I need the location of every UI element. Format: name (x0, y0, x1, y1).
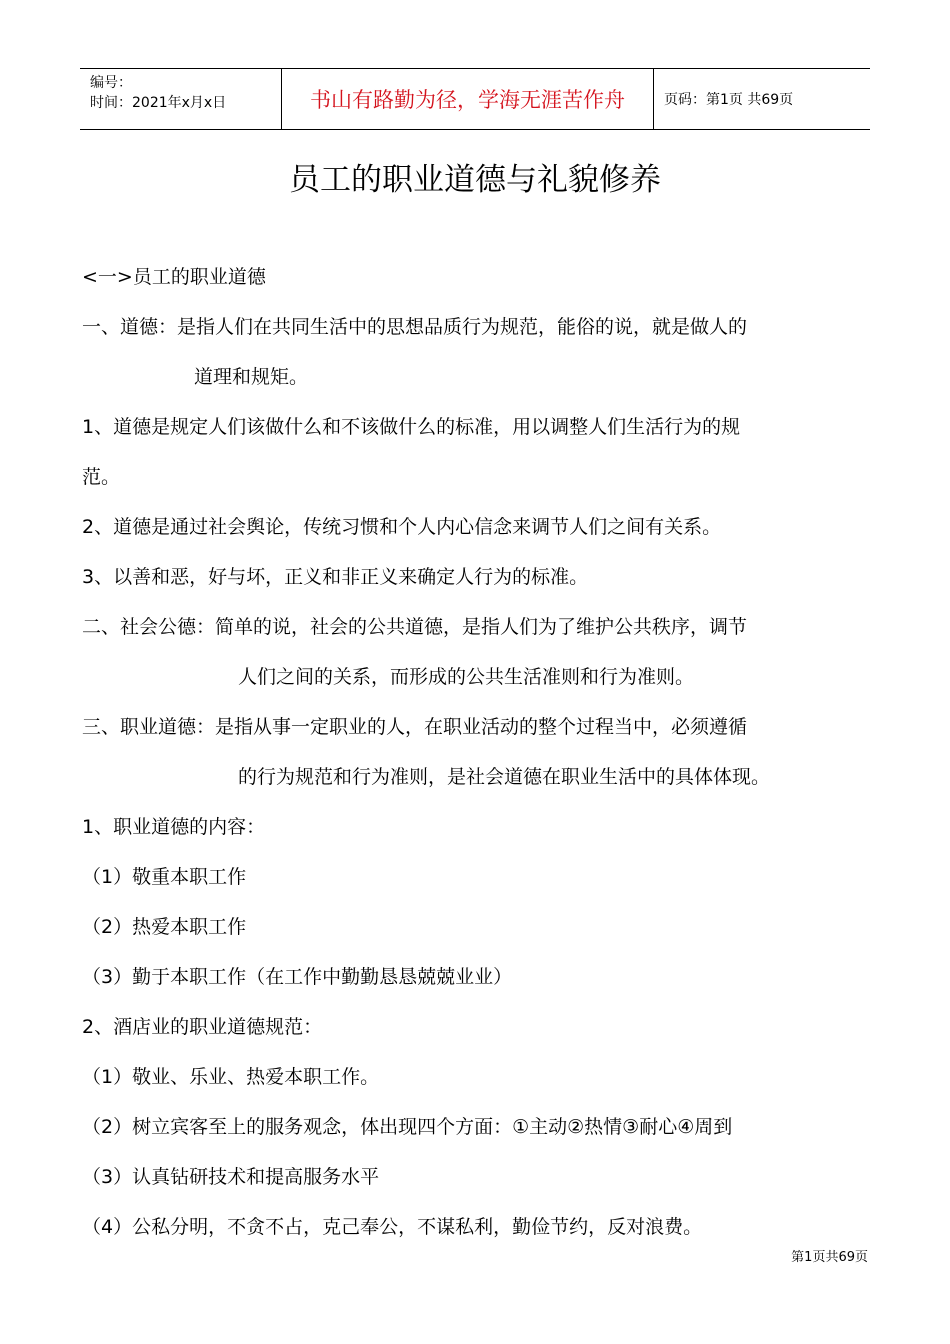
list-item: （2）树立宾客至上的服务观念，体出现四个方面：①主动②热情③耐心④周到 (82, 1116, 733, 1138)
paragraph-line: 二、社会公德：简单的说，社会的公共道德，是指人们为了维护公共秩序，调节 (82, 616, 748, 638)
header-motto: 书山有路勤为径，学海无涯苦作舟 (310, 88, 625, 112)
list-item: （3）勤于本职工作（在工作中勤勤恳恳兢兢业业） (82, 966, 513, 988)
header-meta-cell (80, 69, 282, 129)
paragraph-line: 1、职业道德的内容： (82, 816, 266, 838)
paragraph-line: 2、道德是通过社会舆论，传统习惯和个人内心信念来调节人们之间有关系。 (82, 516, 722, 538)
header-motto-cell (282, 69, 654, 129)
paragraph-line: 道理和规矩。 (194, 366, 309, 388)
page-header (80, 68, 870, 130)
paragraph-line: 2、酒店业的职业道德规范： (82, 1016, 323, 1038)
paragraph-line: 范。 (82, 466, 121, 488)
list-item: （1）敬业、乐业、热爱本职工作。 (82, 1066, 380, 1088)
section-heading: <一>员工的职业道德 (82, 266, 266, 288)
paragraph-line: 一、道德：是指人们在共同生活中的思想品质行为规范，能俗的说，就是做人的 (82, 316, 748, 338)
paragraph-line: 3、以善和恶，好与坏，正义和非正义来确定人行为的标准。 (82, 566, 589, 588)
list-item: （1）敬重本职工作 (82, 866, 247, 888)
list-item: （2）热爱本职工作 (82, 916, 247, 938)
paragraph-line: 三、职业道德：是指从事一定职业的人，在职业活动的整个过程当中，必须遵循 (82, 716, 748, 738)
document-title: 员工的职业道德与礼貌修养 (289, 162, 661, 198)
header-page-cell (654, 69, 870, 129)
document-body (82, 252, 874, 1252)
document-time: 时间：2021年x月x日 (90, 95, 227, 111)
list-item: （3）认真钻研技术和提高服务水平 (82, 1166, 380, 1188)
paragraph-line: 人们之间的关系，而形成的公共生活准则和行为准则。 (238, 666, 695, 688)
page-footer: 第1页共69页 (791, 1250, 868, 1265)
paragraph-line: 的行为规范和行为准则，是社会道德在职业生活中的具体体现。 (238, 766, 771, 788)
list-item: （4）公私分明，不贪不占，克己奉公，不谋私利，勤俭节约，反对浪费。 (82, 1216, 703, 1238)
header-page-info: 页码：第1页 共69页 (664, 92, 794, 108)
document-number: 编号： (90, 75, 132, 91)
paragraph-line: 1、道德是规定人们该做什么和不该做什么的标准，用以调整人们生活行为的规 (82, 416, 741, 438)
